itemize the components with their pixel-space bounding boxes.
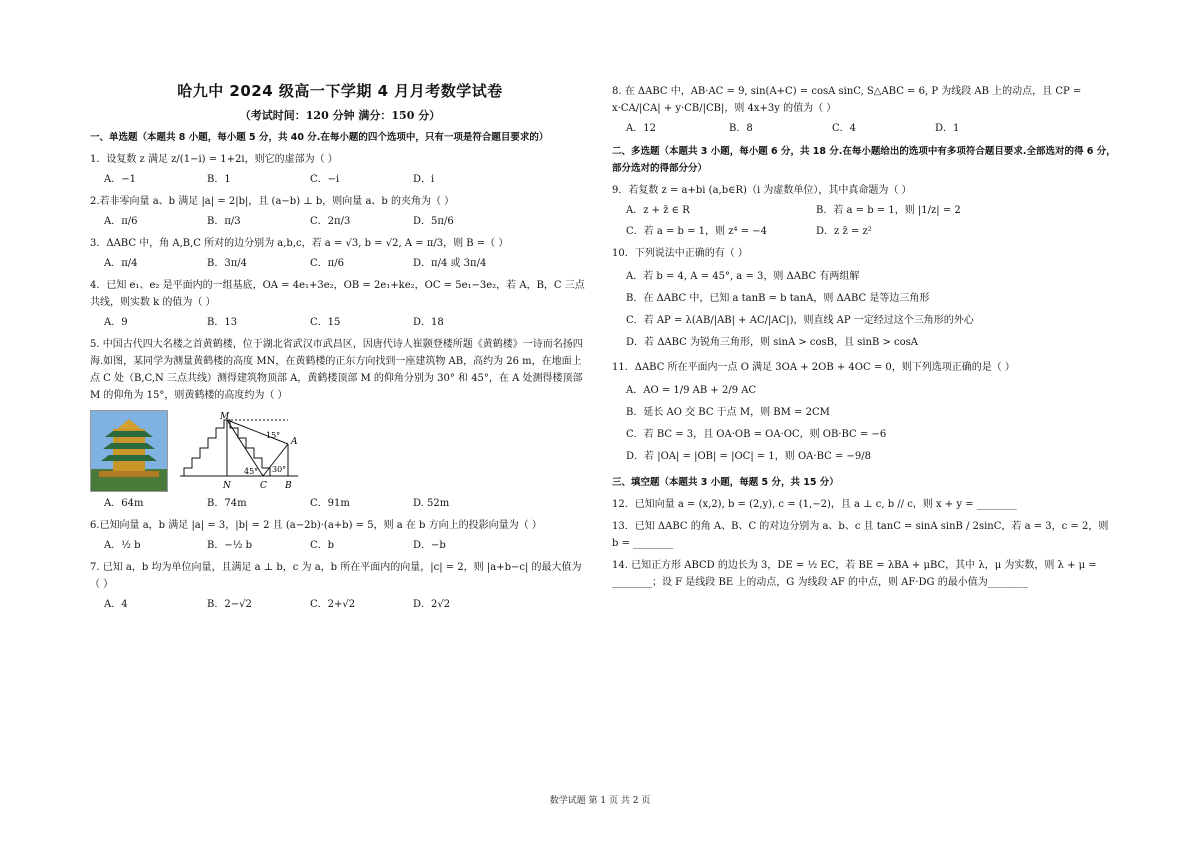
question-5: 5. 中国古代四大名楼之首黄鹤楼，位于湖北省武汉市武昌区，因唐代诗人崔颢登楼所题《黄鹤楼》一诗而名扬四海.如图，某同学为测量黄鹤楼的高度 MN，在黄鹤楼的正东方向找到一座建筑物 AB，高约为 26 m，在地面上点 C 处（B,C,N 三点共线）测得建筑物顶部 A，黄鹤楼顶部 M 的仰角分别为 30° 和 45°，在 A 处测得楼顶部 M 的仰角为 15°，则黄鹤楼的高度约为（ ） xyxy=(90,339,583,401)
question-14: 14. 已知正方形 ABCD 的边长为 3，DE = ½ EC，若 BE = λBA + μBC，其中 λ，μ 为实数，则 λ + μ = ________；设 F 是线段 BE 上的动点，G 为线段 AF 的中点，则 AF·DG 的最小值为________ xyxy=(612,560,1097,588)
option-b: B．3π/4 xyxy=(207,258,248,269)
option-c: C．15 xyxy=(310,317,341,328)
question-8-options xyxy=(626,121,1117,137)
section-heading-single-choice: 一、单选题（本题共 8 小题，每小题 5 分，共 40 分.在每小题的四个选项中，只有一项是符合题目要求的） xyxy=(90,132,549,143)
option-d: D．若 |OA| = |OB| = |OC| = 1，则 OA·BC = −9/8 xyxy=(626,451,871,462)
question-11: 11．ΔABC 所在平面内一点 O 满足 3OA + 2OB + 4OC = 0，则下列选项正确的是（ ） xyxy=(612,362,1015,373)
option-d: D．5π/6 xyxy=(413,216,454,227)
label-b: B xyxy=(285,481,292,491)
page-footer: 数学试题 第 1 页 共 2 页 xyxy=(549,796,651,806)
option-c: C．若 AP = λ(AB/|AB| + AC/|AC|)，则直线 AP 一定经过这个三角形的外心 xyxy=(626,315,974,326)
section-heading-fill-in: 三、填空题（本题共 3 小题，每题 5 分，共 15 分） xyxy=(612,477,839,488)
option-a: A．若 b = 4, A = 45°, a = 3，则 ΔABC 有两组解 xyxy=(626,271,860,282)
option-d: D. 52m xyxy=(413,498,450,509)
option-d: D．2√2 xyxy=(413,599,451,610)
option-c: C．若 BC = 3，且 OA·OB = OA·OC，则 OB·BC = −6 xyxy=(626,429,887,440)
question-2: 2.若非零向量 a、b 满足 |a| = 2|b|，且 (a−b) ⊥ b，则向量 a、b 的夹角为（ ） xyxy=(90,196,455,207)
tower-measurement-diagram xyxy=(178,410,318,492)
option-c: C．b xyxy=(310,540,335,551)
option-b: B．74m xyxy=(207,498,247,509)
option-b: B．8 xyxy=(729,123,753,134)
question-1: 1．设复数 z 满足 z/(1−i) = 1+2i，则它的虚部为（ ） xyxy=(90,154,338,165)
option-b: B．在 ΔABC 中，已知 a tanB = b tanA，则 ΔABC 是等边三角形 xyxy=(626,293,930,304)
option-a: A．4 xyxy=(104,599,128,610)
section-heading-multiple-choice: 二、多选题（本题共 3 小题，每小题 6 分，共 18 分.在每小题给出的选项中有多项符合题目要求.全部选对的得 6 分，部分选对的得部分分） xyxy=(612,146,1116,174)
option-b: B．延长 AO 交 BC 于点 M，则 BM = 2CM xyxy=(626,407,830,418)
label-m: M xyxy=(220,412,230,422)
option-d: D．−b xyxy=(413,540,446,551)
option-c: C．若 a = b = 1，则 z⁴ = −4 xyxy=(626,226,767,237)
page-title: 哈九中 2024 级高一下学期 4 月月考数学试卷 xyxy=(177,82,503,100)
option-b: B．13 xyxy=(207,317,238,328)
option-b: B．1 xyxy=(207,174,231,185)
question-4: 4．已知 e₁、e₂ 是平面内的一组基底，OA = 4e₁+3e₂，OB = 2e₁+ke₂，OC = 5e₁−3e₂，若 A，B，C 三点共线，则实数 k 的值为（ ） xyxy=(90,280,585,308)
question-9-options-row-1 xyxy=(626,203,1117,219)
question-1-options xyxy=(104,172,590,188)
option-c: C．2π/3 xyxy=(310,216,351,227)
option-b: B．π/3 xyxy=(207,216,241,227)
option-b: B．−½ b xyxy=(207,540,252,551)
question-5-figure xyxy=(90,410,590,492)
question-10: 10．下列说法中正确的有（ ） xyxy=(612,248,748,259)
question-9-options-row-2 xyxy=(626,224,1117,240)
option-c: C．2+√2 xyxy=(310,599,356,610)
option-d: D．π/4 或 3π/4 xyxy=(413,258,487,269)
option-a: A．64m xyxy=(104,498,144,509)
option-d: D．i xyxy=(413,174,435,185)
label-angle-15: 15° xyxy=(266,431,281,440)
option-c: C．91m xyxy=(310,498,350,509)
option-a: A．½ b xyxy=(104,540,141,551)
right-column xyxy=(612,78,1117,593)
question-12: 12．已知向量 a = (x,2), b = (2,y), c = (1,−2)，且 a ⊥ c, b // c，则 x + y = ________ xyxy=(612,499,1017,510)
question-3-options xyxy=(104,256,590,272)
option-a: A．AO = 1/9 AB + 2/9 AC xyxy=(626,385,757,396)
question-7-options xyxy=(104,597,590,613)
option-c: C．−i xyxy=(310,174,340,185)
question-3: 3．ΔABC 中，角 A,B,C 所对的边分别为 a,b,c，若 a = √3, b = √2, A = π/3，则 B =（ ） xyxy=(90,238,509,249)
option-d: D．18 xyxy=(413,317,444,328)
question-7: 7. 已知 a，b 均为单位向量，且满足 a ⊥ b，c 为 a，b 所在平面内的向量，|c| = 2，则 |a+b−c| 的最大值为（ ） xyxy=(90,562,582,590)
question-11-options xyxy=(626,380,1117,468)
question-6: 6.已知向量 a，b 满足 |a| = 3，|b| = 2 且 (a−2b)·(a+b) = 5，则 a 在 b 方向上的投影向量为（ ） xyxy=(90,520,542,531)
question-2-options xyxy=(104,214,590,230)
option-c: C．4 xyxy=(832,123,857,134)
option-a: A．π/6 xyxy=(104,216,138,227)
label-c: C xyxy=(260,481,267,491)
option-a: A．π/4 xyxy=(104,258,138,269)
label-a: A xyxy=(291,437,298,447)
option-d: D．1 xyxy=(935,123,960,134)
question-10-options xyxy=(626,266,1117,354)
label-angle-30: 30° xyxy=(272,465,287,474)
option-d: D．z z̄ = z² xyxy=(816,226,872,237)
question-6-options xyxy=(104,538,590,554)
yellow-crane-tower-photo xyxy=(90,410,168,492)
option-a: A．−1 xyxy=(104,174,136,185)
exam-info: （考试时间：120 分钟 满分：150 分） xyxy=(239,109,441,122)
label-angle-45: 45° xyxy=(244,467,259,476)
option-c: C．π/6 xyxy=(310,258,344,269)
label-n: N xyxy=(223,481,231,491)
option-a: A．9 xyxy=(104,317,128,328)
question-8: 8. 在 ΔABC 中，AB·AC = 9, sin(A+C) = cosA sinC, S△ABC = 6, P 为线段 AB 上的动点，且 CP = x·CA/|CA| + y·CB/|CB|，则 4x+3y 的值为（ ） xyxy=(612,86,1082,114)
option-b: B．2−√2 xyxy=(207,599,252,610)
option-d: D．若 ΔABC 为锐角三角形，则 sinA > cosB，且 sinB > cosA xyxy=(626,337,919,348)
question-4-options xyxy=(104,315,590,331)
question-9: 9．若复数 z = a+bi (a,b∈R)（i 为虚数单位），其中真命题为（ ） xyxy=(612,185,912,196)
option-a: A．z + z̄ ∈ R xyxy=(626,205,690,216)
option-a: A．12 xyxy=(626,123,656,134)
question-13: 13．已知 ΔABC 的角 A、B、C 的对边分别为 a、b、c 且 tanC = sinA sinB / 2sinC，若 a = 3，c = 2，则 b = ________ xyxy=(612,521,1109,549)
question-5-options xyxy=(104,496,590,512)
left-column xyxy=(90,78,590,618)
option-b: B．若 a = b = 1，则 |1/z| = 2 xyxy=(816,205,961,216)
